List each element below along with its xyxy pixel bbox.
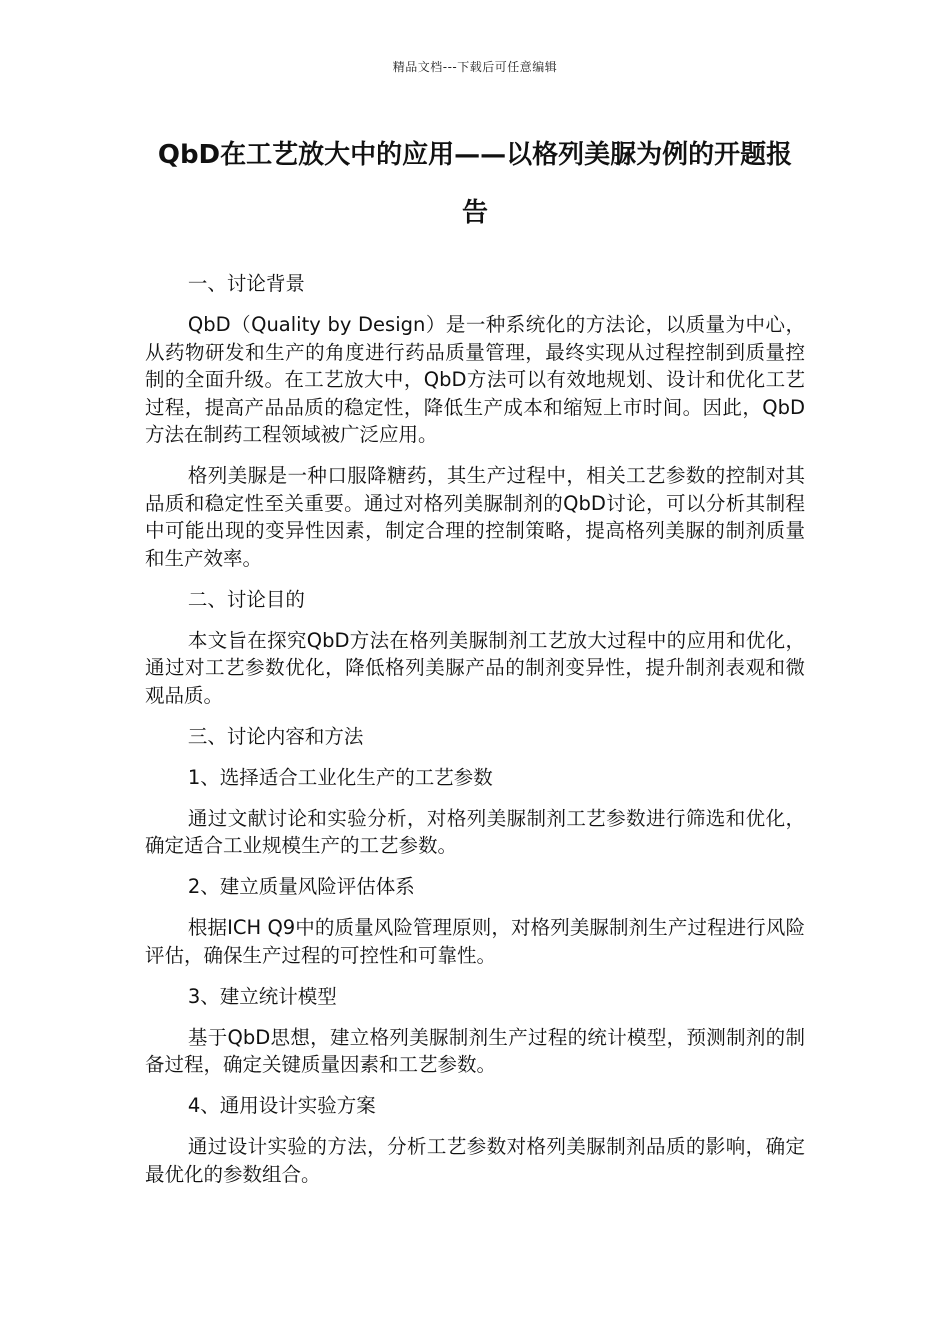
subheading-process-parameters: 1、选择适合工业化生产的工艺参数 — [187, 765, 493, 789]
paragraph-background-2: 格列美脲是一种口服降糖药，其生产过程中，相关工艺参数的控制对其品质和稳定性至关重要。通过对格列美脲制剂的QbD讨论，可以分析其制程中可能出现的变异性因素，制定合理的控制策略，提高格列美脲的制剂质量和生产效率。 — [145, 464, 805, 570]
paragraph-risk-assessment: 根据ICH Q9中的质量风险管理原则，对格列美脲制剂生产过程进行风险评估，确保生产过程的可控性和可靠性。 — [145, 916, 805, 967]
paragraph-purpose: 本文旨在探究QbD方法在格列美脲制剂工艺放大过程中的应用和优化，通过对工艺参数优化，降低格列美脲产品的制剂变异性，提升制剂表观和微观品质。 — [145, 628, 805, 707]
page-header-note: 精品文档---下载后可任意编辑 — [392, 60, 558, 74]
section-heading-background: 一、讨论背景 — [187, 272, 305, 295]
subheading-risk-assessment: 2、建立质量风险评估体系 — [187, 875, 415, 898]
paragraph-process-parameters: 通过文献讨论和实验分析，对格列美脲制剂工艺参数进行筛选和优化，确定适合工业规模生产的工艺参数。 — [145, 806, 805, 857]
section-heading-purpose: 二、讨论目的 — [187, 587, 305, 611]
paragraph-experimental-design: 通过设计实验的方法，分析工艺参数对格列美脲制剂品质的影响，确定最优化的参数组合。 — [145, 1135, 805, 1186]
paragraph-statistical-model: 基于QbD思想，建立格列美脲制剂生产过程的统计模型，预测制剂的制备过程，确定关键质量因素和工艺参数。 — [145, 1025, 805, 1076]
document-title: QbD在工艺放大中的应用——以格列美脲为例的开题报告 — [157, 140, 793, 228]
section-heading-content-methods: 三、讨论内容和方法 — [187, 724, 364, 748]
subheading-experimental-design: 4、通用设计实验方案 — [187, 1094, 376, 1117]
document-body — [145, 270, 805, 1202]
paragraph-background-1: QbD（Quality by Design）是一种系统化的方法论，以质量为中心，从药物研发和生产的角度进行药品质量管理，最终实现从过程控制到质量控制的全面升级。在工艺放大中，QbD方法可以有效地规划、设计和优化工艺过程，提高产品品质的稳定性，降低生产成本和缩短上市时间。因此，QbD方法在制药工程领域被广泛应用。 — [145, 313, 805, 446]
subheading-statistical-model: 3、建立统计模型 — [187, 984, 337, 1008]
